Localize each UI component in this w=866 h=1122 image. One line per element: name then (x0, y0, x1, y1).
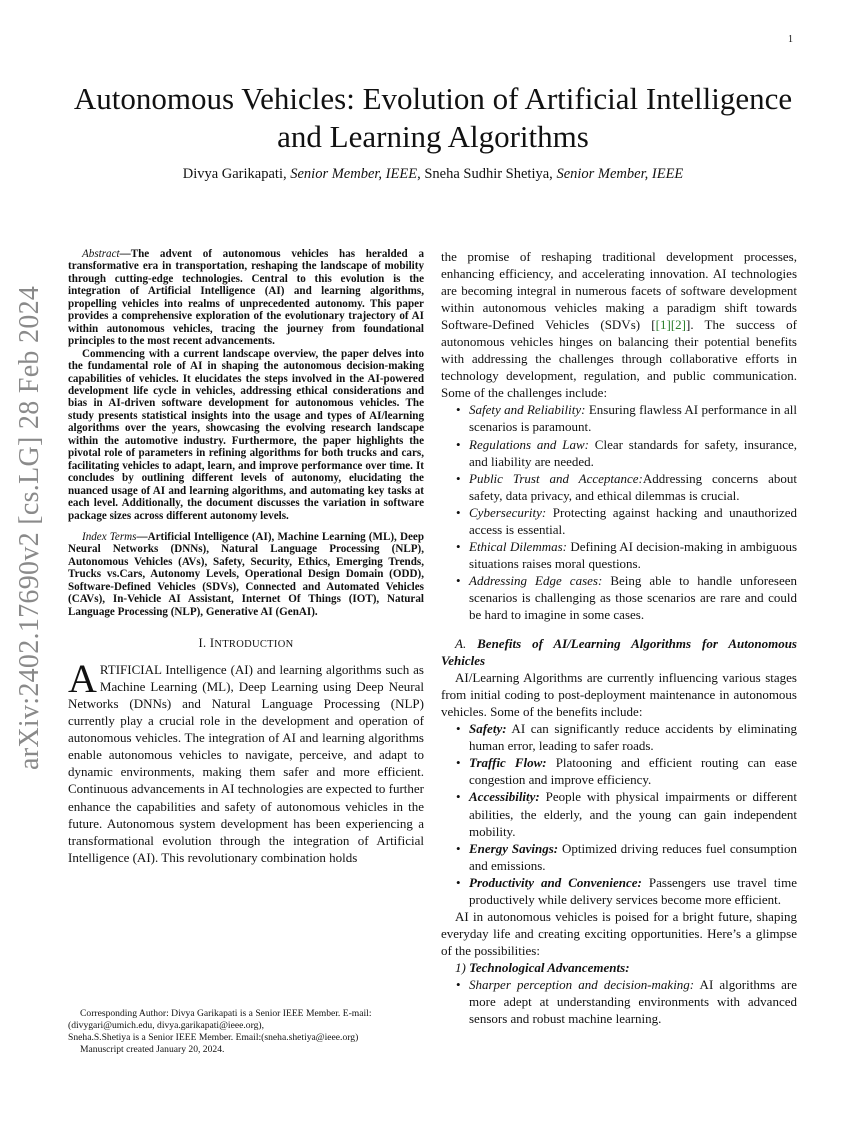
page-number: 1 (788, 34, 793, 45)
citation-link-1[interactable]: [1] (655, 317, 671, 333)
challenge-desc: Defining AI decision-making in ambiguous situations raises moral questions. (469, 538, 798, 571)
index-terms (68, 531, 424, 618)
challenge-desc: Clear standards for safety, insurance, and liability are needed. (469, 436, 797, 469)
continued-text-a: the promise of reshaping traditional development processes, enhancing efficiency, and accelerating innovation. AI technologies are becoming integral in numerous facets of software development within autonomous vehicles making a paradigm shift towards Software-Defined Vehicles (SDVs) [ (441, 249, 797, 333)
paper-title: Autonomous Vehicles: Evolution of Artificial Intelligence and Learning Algorithms (73, 81, 793, 154)
right-column-body (441, 248, 797, 1027)
benefit-term: Traffic Flow: (469, 755, 547, 771)
challenge-term: Public Trust and Acceptance: (469, 470, 643, 486)
author-2-role: Senior Member, IEEE (556, 166, 684, 182)
author-separator: , Sneha Sudhir Shetiya, (417, 166, 557, 182)
footnote-line-2: Sneha.S.Shetiya is a Senior IEEE Member. Email:(sneha.shetiya@ieee.org) (68, 1032, 359, 1043)
list-item (469, 504, 797, 538)
tech-desc: AI algorithms are more adept at understanding environments with advanced sensors and robust machine learning. (469, 976, 797, 1027)
citation-link-2[interactable]: [2] (670, 317, 686, 333)
list-item (469, 538, 797, 572)
subsubsection-number: 1) (455, 959, 470, 975)
challenge-term: Cybersecurity: (469, 504, 547, 520)
subsection-title: Benefits of AI/Learning Algorithms for Autonomous Vehicles (441, 636, 797, 669)
right-column (441, 248, 797, 1027)
footnote (68, 1008, 428, 1056)
challenge-term: Safety and Reliability: (469, 402, 586, 418)
benefit-term: Energy Savings: (469, 840, 559, 856)
list-item (469, 470, 797, 504)
left-column (68, 248, 424, 866)
challenge-term: Addressing Edge cases: (469, 572, 603, 588)
benefit-term: Safety: (469, 721, 507, 737)
benefit-desc: Passengers use travel time productively while delivery services become more efficient. (469, 874, 797, 907)
section-number: I. (198, 636, 210, 651)
future-paragraph: AI in autonomous vehicles is poised for a bright future, shaping everyday life and creating exciting opportunities. Here’s a glimpse of the possibilities: (441, 908, 797, 958)
benefit-desc: People with physical impairments or different abilities, the elderly, and the young can gain independent mobility. (469, 789, 797, 839)
section-title-initial: I (209, 636, 215, 651)
abstract-text-1: —The advent of autonomous vehicles has heralded a transformative era in transportation, reshaping the landscape of mobility through cutting-edge technologies. Central to this evolution is the integration of Artificial Intelligence (AI) and learning algorithms, propelling vehicles into realms of unprecedented autonomy. This paper provides a comprehensive exploration of the evolutionary trajectory of AI within autonomous vehicles, tracing the journey from foundational principles to the most recent advancements. (68, 248, 424, 348)
subsection-heading-benefits (441, 635, 797, 669)
abstract (68, 248, 424, 618)
introduction-text: RTIFICIAL Intelligence (AI) and learning algorithms such as Machine Learning (ML), Deep Learning using Deep Neural Networks (DNNs) and Natural Language Processing (NLP) currently play a crucial role in the development and operation of autonomous vehicles. The integration of AI and learning algorithms enable autonomous vehicles to navigate, perceive, and adapt to dynamic environments, making them safer and more efficient. Continuous advancements in AI technologies are expected to further enhance the capabilities and safety of autonomous vehicles in the future. Autonomous system development has been experiencing a transformational evolution through the integration of Artificial Intelligence (AI). This revolutionary combination holds (68, 662, 424, 865)
index-terms-text: —Artificial Intelligence (AI), Machine Learning (ML), Deep Neural Networks (DNNs), Natural Language Processing (NLP), Autonomous Vehicles (AVs), Safety, Security, Ethics, Emerging Trends, Trucks vs.Cars, Autonomy Levels, Operational Design Domain (ODD), Software-Defined Vehicles (SDVs), Connected and Automated Vehicles (CAVs), In-Vehicle AI Assistant, Internet Of Things (IOT), Natural Language Processing (NLP), Generative AI (GenAI). (68, 530, 424, 618)
benefit-desc: Optimized driving reduces fuel consumption and emissions. (469, 840, 797, 873)
continued-text-b: ]. The success of autonomous vehicles hinges on balancing their potential benefits with addressing the challenges through collaborative efforts in technology development, regulation, and public communication. Some of the challenges include: (441, 317, 798, 401)
benefits-intro: AI/Learning Algorithms are currently influencing various stages from initial coding to post-deployment maintenance in autonomous vehicles. Some of the benefits include: (441, 670, 797, 720)
author-1-role: Senior Member, IEEE (290, 166, 418, 182)
challenges-list (441, 401, 797, 623)
list-item (469, 436, 797, 470)
introduction-paragraph (68, 656, 424, 866)
section-heading-introduction (68, 636, 424, 651)
list-item (469, 572, 797, 623)
subsubsection-title: Technological Advancements: (469, 959, 630, 975)
challenge-desc: Addressing concerns about safety, data privacy, and ethical dilemmas is crucial. (469, 470, 797, 503)
list-item (469, 874, 797, 908)
benefit-desc: Platooning and efficient routing can ease congestion and improve efficiency. (469, 755, 798, 788)
index-terms-label: Index Terms (82, 530, 137, 543)
abstract-label: Abstract (82, 248, 120, 260)
benefit-term: Productivity and Convenience: (469, 874, 642, 890)
drop-cap: A (68, 656, 97, 702)
benefit-desc: AI can significantly reduce accidents by eliminating human error, leading to safer roads. (469, 721, 797, 754)
arxiv-identifier-watermark[interactable]: arXiv:2402.17690v2 [cs.LG] 28 Feb 2024 (14, 285, 45, 770)
challenge-desc: Ensuring flawless AI performance in all scenarios is paramount. (469, 402, 798, 435)
author-1-name: Divya Garikapati, (182, 166, 291, 182)
tech-term: Sharper perception and decision-making: (469, 976, 695, 992)
list-item (469, 754, 797, 788)
footnote-line-1: Corresponding Author: Divya Garikapati is a Senior IEEE Member. E-mail: (divygari@umich.edu, divya.garikapati@ieee.org), (68, 1008, 372, 1031)
continued-paragraph (441, 248, 797, 401)
author-line (70, 166, 796, 183)
footnote-line-3: Manuscript created January 20, 2024. (80, 1044, 225, 1055)
benefits-list (441, 720, 797, 908)
tech-list (441, 976, 797, 1027)
abstract-paragraph-2: Commencing with a current landscape overview, the paper delves into the fundamental role of AI in shaping the autonomous decision-making capabilities of vehicles. It elucidates the steps involved in the AI-powered development life cycle in vehicles, addressing ethical considerations and bias in AI-driven software development for autonomous vehicles. The study presents statistical insights into the usage and types of AI/learning algorithms over the years, showcasing the evolving research landscape within the automotive industry. Furthermore, the paper highlights the pivotal role of parameters in refining algorithms for both trucks and cars, facilitating vehicles to adapt, learn, and improve performance over time. It concludes by outlining different levels of autonomy, elucidating the nuanced usage of AI and learning algorithms, and automating key tasks at each level. Additionally, the document discusses the variation in software package sizes across different autonomy levels. (68, 347, 424, 522)
challenge-term: Regulations and Law: (469, 436, 589, 452)
introduction-body (68, 656, 424, 866)
subsubsection-heading-tech (441, 959, 797, 976)
challenge-term: Ethical Dilemmas: (469, 538, 567, 554)
list-item (469, 788, 797, 839)
challenge-desc: Being able to handle unforeseen scenarios is challenging as those scenarios are rare and could be hard to imagine in some cases. (469, 572, 797, 622)
section-title-rest: NTRODUCTION (214, 639, 294, 651)
list-item (469, 401, 797, 435)
list-item (469, 840, 797, 874)
list-item (469, 720, 797, 754)
subsection-letter: A. (455, 636, 478, 652)
abstract-paragraph-1 (68, 248, 424, 348)
list-item (469, 976, 797, 1027)
benefit-term: Accessibility: (469, 789, 540, 805)
challenge-desc: Protecting against hacking and unauthorized access is essential. (469, 504, 797, 537)
